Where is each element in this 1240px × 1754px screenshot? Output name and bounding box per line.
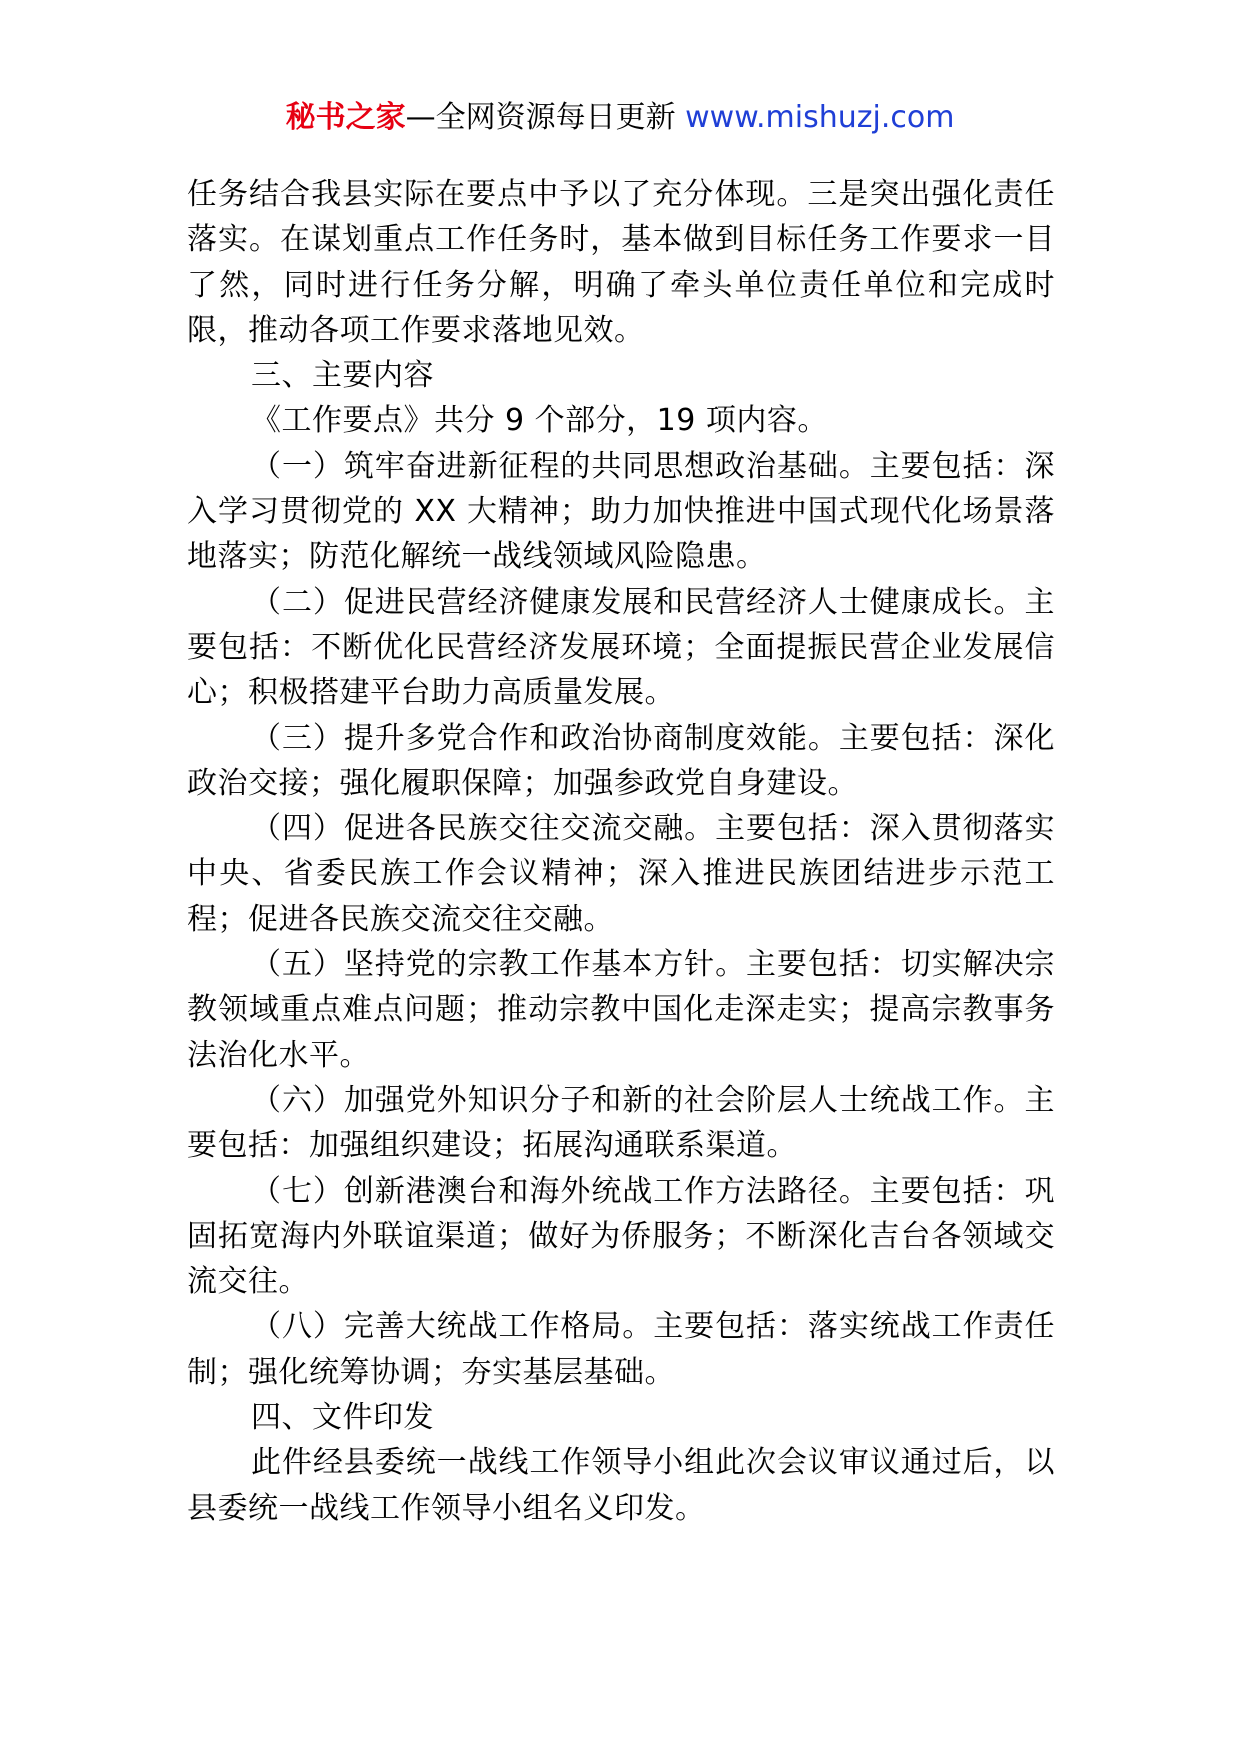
brand-name: 秘书之家	[285, 100, 406, 135]
paragraph-item-4: （四）促进各民族交往交流交融。主要包括：深入贯彻落实中央、省委民族工作会议精神；深入推进民族团结进步示范工程；促进各民族交流交往交融。	[187, 811, 1055, 937]
paragraph-item-3: （三）提升多党合作和政治协商制度效能。主要包括：深化政治交接；强化履职保障；加强参政党自身建设。	[187, 720, 1055, 801]
paragraph-item-5: （五）坚持党的宗教工作基本方针。主要包括：切实解决宗教领域重点难点问题；推动宗教中国化走深走实；提高宗教事务法治化水平。	[187, 947, 1055, 1073]
site-header	[0, 98, 1240, 138]
paragraph-item-6: （六）加强党外知识分子和新的社会阶层人士统战工作。主要包括：加强组织建设；拓展沟通联系渠道。	[187, 1082, 1055, 1164]
paragraph-summary: 《工作要点》共分 9 个部分，19 项内容。	[251, 403, 828, 439]
paragraph-item-1: （一）筑牢奋进新征程的共同思想政治基础。主要包括：深入学习贯彻党的 XX 大精神；助力加快推进中国式现代化场景落地落实；防范化解统一战线领域风险隐患。	[187, 448, 1055, 575]
document-body	[187, 172, 1055, 1531]
paragraph-item-2: （二）促进民营经济健康发展和民营经济人士健康成长。主要包括：不断优化民营经济发展环境；全面提振民营企业发展信心；积极搭建平台助力高质量发展。	[187, 584, 1055, 711]
header-tagline: —全网资源每日更新	[405, 100, 676, 135]
section-heading-main-content: 三、主要内容	[251, 358, 434, 394]
paragraph-issuance: 此件经县委统一战线工作领导小组此次会议审议通过后，以县委统一战线工作领导小组名义印发。	[187, 1445, 1055, 1526]
paragraph-continuation: 任务结合我县实际在要点中予以了充分体现。三是突出强化责任落实。在谋划重点工作任务时，基本做到目标任务工作要求一目了然，同时进行任务分解，明确了牵头单位责任单位和完成时限，推动各项工作要求落地见效。	[187, 177, 1055, 348]
site-url-link[interactable]: www.mishuzj.com	[685, 100, 955, 135]
paragraph-item-7: （七）创新港澳台和海外统战工作方法路径。主要包括：巩固拓宽海内外联谊渠道；做好为侨服务；不断深化吉台各领域交流交往。	[187, 1173, 1055, 1300]
paragraph-item-8: （八）完善大统战工作格局。主要包括：落实统战工作责任制；强化统筹协调；夯实基层基础。	[187, 1309, 1055, 1390]
section-heading-issuance: 四、文件印发	[251, 1400, 434, 1436]
